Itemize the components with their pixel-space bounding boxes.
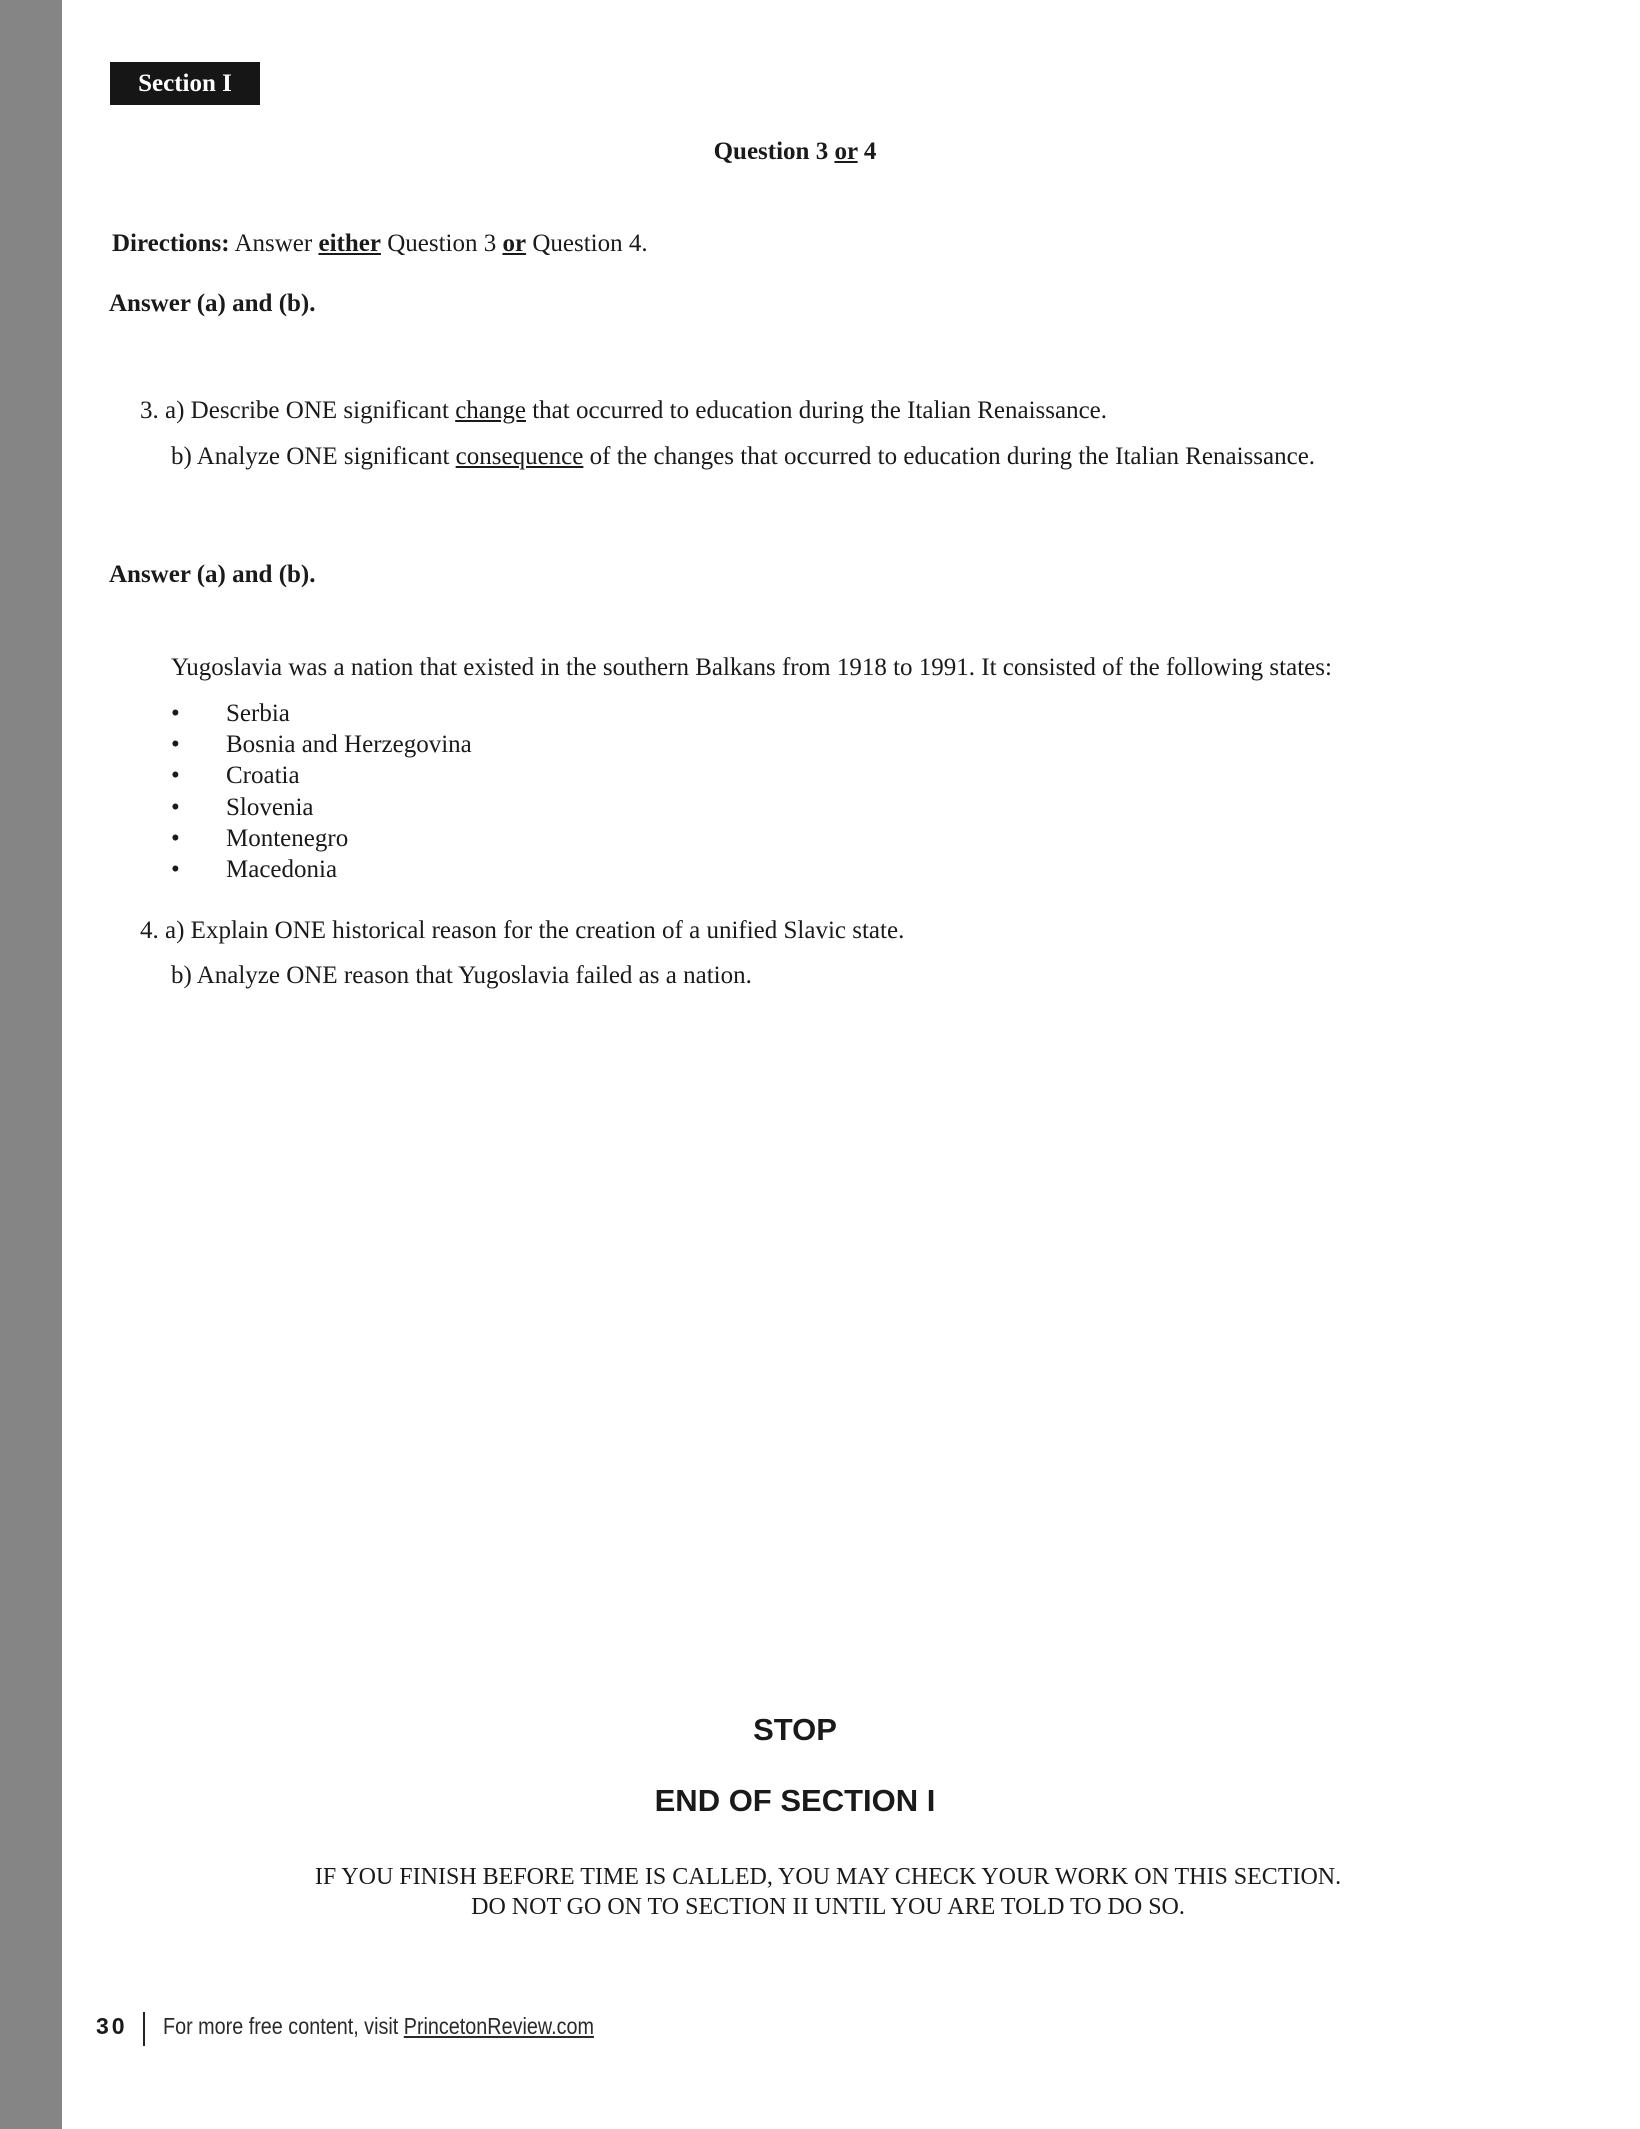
question-title-post: 4 bbox=[857, 138, 877, 165]
list-item bbox=[171, 854, 472, 885]
question-4a: 4. a) Explain ONE historical reason for the creation of a unified Slavic state. bbox=[140, 917, 905, 944]
bullet: • bbox=[171, 731, 180, 759]
list-item bbox=[171, 729, 472, 760]
directions-either: either bbox=[318, 230, 381, 257]
bullet: • bbox=[171, 793, 180, 821]
question-title-or: or bbox=[834, 138, 858, 165]
list-item bbox=[171, 823, 472, 854]
question-3b bbox=[171, 443, 1315, 471]
directions-text-2: Question 3 bbox=[380, 230, 503, 257]
end-of-section-heading: END OF SECTION I bbox=[654, 1783, 936, 1818]
directions-text-1: Answer bbox=[229, 230, 319, 257]
question-4b: b) Analyze ONE reason that Yugoslavia failed as a nation. bbox=[171, 962, 752, 989]
question-3a-pre: 3. a) Describe ONE significant bbox=[140, 397, 456, 424]
list-item bbox=[171, 698, 472, 729]
directions-text-3: Question 4. bbox=[526, 230, 648, 257]
question-title bbox=[0, 138, 1590, 166]
directions-label: Directions: bbox=[112, 230, 230, 257]
footer-divider bbox=[143, 2012, 145, 2046]
state-name: Macedonia bbox=[226, 855, 338, 883]
bullet: • bbox=[171, 855, 180, 883]
directions bbox=[112, 230, 648, 258]
question-4-intro: Yugoslavia was a nation that existed in the southern Balkans from 1918 to 1991. It consisted of the following states: bbox=[171, 654, 1332, 681]
question-3b-pre: b) Analyze ONE significant bbox=[171, 443, 456, 470]
notice-line-2: DO NOT GO ON TO SECTION II UNTIL YOU ARE TOLD TO DO SO. bbox=[471, 1894, 1185, 1920]
question-3a-underlined: change bbox=[455, 397, 526, 424]
list-item bbox=[171, 792, 472, 823]
footer-link[interactable]: PrincetonReview.com bbox=[403, 2013, 594, 2039]
question-3b-post: of the changes that occurred to education during the Italian Renaissance. bbox=[583, 443, 1316, 470]
state-name: Bosnia and Herzegovina bbox=[226, 731, 472, 759]
stop-heading: STOP bbox=[753, 1712, 837, 1747]
directions-or: or bbox=[502, 230, 527, 257]
bullet: • bbox=[171, 762, 180, 790]
question-title-pre: Question 3 bbox=[713, 138, 835, 165]
bullet: • bbox=[171, 824, 180, 852]
question-3a bbox=[140, 397, 1107, 425]
state-name: Croatia bbox=[226, 762, 300, 790]
answer-prompt-2: Answer (a) and (b). bbox=[109, 561, 316, 588]
answer-prompt-1: Answer (a) and (b). bbox=[109, 290, 316, 317]
section-label: Section I bbox=[110, 62, 260, 105]
notice-line-1: IF YOU FINISH BEFORE TIME IS CALLED, YOU MAY CHECK YOUR WORK ON THIS SECTION. bbox=[314, 1864, 1342, 1890]
state-name: Serbia bbox=[226, 700, 290, 727]
state-name: Slovenia bbox=[226, 793, 314, 821]
question-3b-underlined: consequence bbox=[455, 443, 584, 470]
states-list bbox=[171, 698, 472, 885]
footer-text bbox=[163, 2013, 594, 2040]
question-3a-post: that occurred to education during the Italian Renaissance. bbox=[525, 397, 1108, 424]
footer-text-pre: For more free content, visit bbox=[163, 2013, 404, 2039]
state-name: Montenegro bbox=[226, 824, 349, 852]
list-item bbox=[171, 760, 472, 791]
page-number: 30 bbox=[96, 2013, 128, 2039]
bullet: • bbox=[171, 700, 180, 727]
